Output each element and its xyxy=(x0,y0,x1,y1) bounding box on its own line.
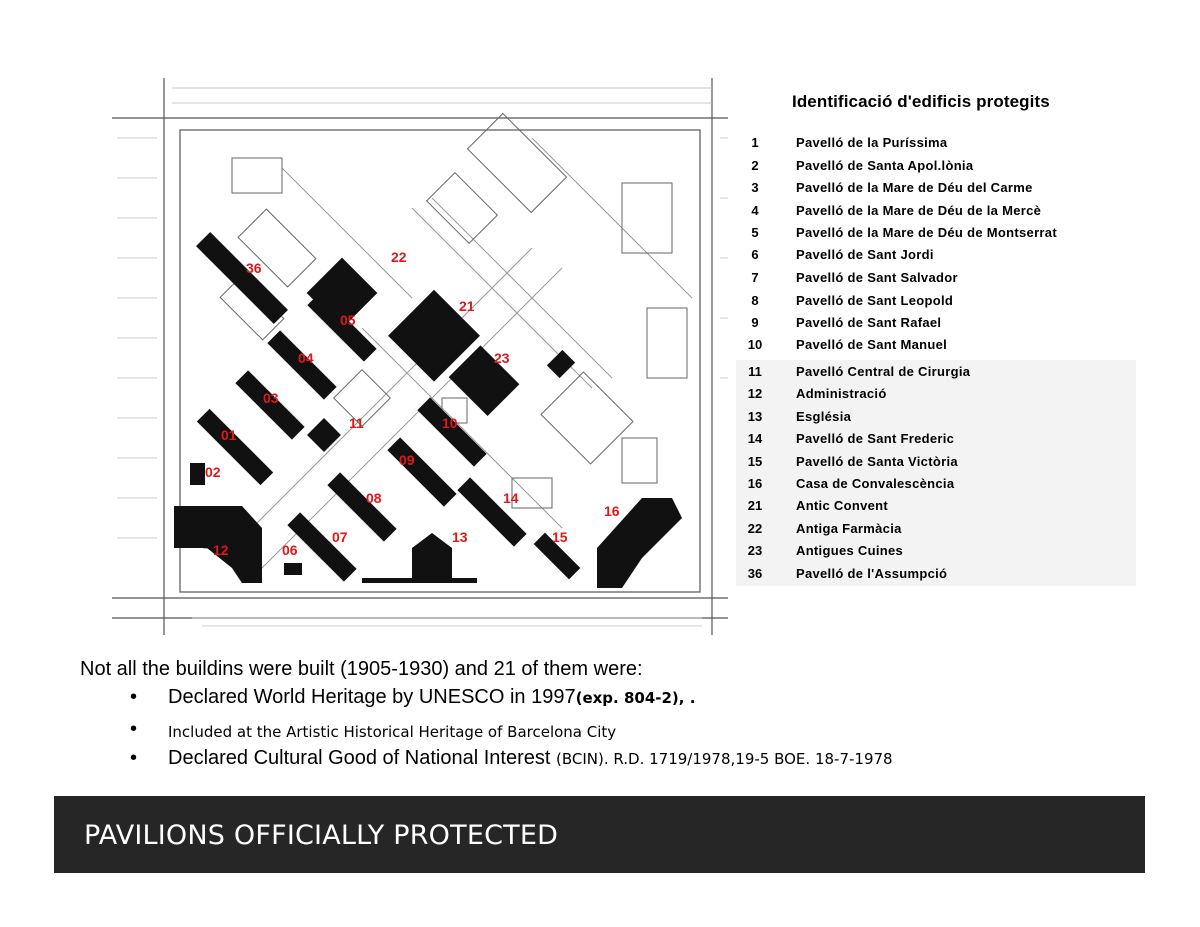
map-label-02: 02 xyxy=(205,464,221,480)
legend-building-name: Pavelló de Sant Rafael xyxy=(796,315,942,330)
legend-number: 5 xyxy=(751,225,759,240)
legend-building-name: Pavelló de la Puríssima xyxy=(796,135,948,150)
legend-building-name: Pavelló de Sant Jordi xyxy=(796,247,934,262)
legend-row xyxy=(736,293,1136,313)
map-label-09: 09 xyxy=(399,452,415,468)
legend-row xyxy=(736,247,1136,267)
legend-row xyxy=(736,270,1136,290)
legend-title: Identificació d'edificis protegits xyxy=(792,92,1050,111)
legend-row xyxy=(736,158,1136,178)
site-plan-drawing xyxy=(112,78,728,635)
legend-number: 11 xyxy=(748,364,762,379)
map-label-15: 15 xyxy=(552,529,568,545)
legend-row xyxy=(736,225,1136,245)
legend-number: 14 xyxy=(747,431,763,446)
legend-number: 2 xyxy=(751,158,759,173)
intro-sentence: Not all the buildins were built (1905-1930) and 21 of them were: xyxy=(80,658,643,680)
legend-row xyxy=(736,454,1136,474)
legend-row xyxy=(736,543,1136,563)
map-label-21: 21 xyxy=(459,298,475,314)
bullet-marker: • xyxy=(130,686,138,708)
legend-building-name: Pavelló de Santa Apol.lònia xyxy=(796,158,974,173)
map-label-36: 36 xyxy=(246,260,262,276)
legend-number: 36 xyxy=(747,566,763,581)
legend-number: 22 xyxy=(747,521,763,536)
legend-number: 1 xyxy=(751,135,759,150)
legend-row xyxy=(736,431,1136,451)
legend-building-name: Pavelló de Sant Frederic xyxy=(796,431,955,446)
map-label-14: 14 xyxy=(503,490,519,506)
legend-row xyxy=(736,315,1136,335)
legend-row xyxy=(736,386,1136,406)
bullet-marker: • xyxy=(130,718,138,740)
building-legend xyxy=(736,88,1136,586)
legend-building-name: Pavelló de la Mare de Déu de la Mercè xyxy=(796,203,1042,218)
legend-building-name: Pavelló de Sant Leopold xyxy=(796,293,954,308)
bullet-tail-text: (exp. 804-2), . xyxy=(575,689,696,707)
legend-number: 13 xyxy=(747,409,763,424)
legend-building-name: Administració xyxy=(796,386,887,401)
legend-building-name: Pavelló de la Mare de Déu de Montserrat xyxy=(796,225,1057,240)
map-label-11: 11 xyxy=(349,415,364,431)
title-banner xyxy=(54,796,1145,873)
bullet-tail-text: (BCIN). R.D. 1719/1978,19-5 BOE. 18-7-1978 xyxy=(555,750,893,768)
legend-building-name: Pavelló de Sant Manuel xyxy=(796,337,948,352)
map-label-04: 04 xyxy=(298,350,314,366)
map-label-01: 01 xyxy=(221,427,237,443)
map-label-23: 23 xyxy=(494,350,510,366)
legend-number: 12 xyxy=(747,386,763,401)
legend-building-name: Pavelló de Santa Victòria xyxy=(796,454,958,469)
map-label-03: 03 xyxy=(263,390,279,406)
legend-number: 10 xyxy=(747,337,763,352)
legend-row xyxy=(736,409,1136,429)
map-label-22: 22 xyxy=(391,249,407,265)
legend-number: 16 xyxy=(747,476,763,491)
legend-row xyxy=(736,180,1136,200)
legend-building-name: Pavelló Central de Cirurgia xyxy=(796,364,971,379)
legend-row xyxy=(736,476,1136,496)
map-label-07: 07 xyxy=(332,529,348,545)
legend-building-name: Pavelló de l'Assumpció xyxy=(796,566,948,581)
legend-row xyxy=(736,566,1136,586)
legend-number: 6 xyxy=(751,247,759,262)
map-label-05: 05 xyxy=(340,312,356,328)
legend-number: 4 xyxy=(751,203,759,218)
legend-row xyxy=(736,521,1136,541)
bullet-tail-text: Included at the Artistic Historical Heritage of Barcelona City xyxy=(168,723,617,741)
legend-building-name: Antiga Farmàcia xyxy=(796,521,902,536)
map-label-10: 10 xyxy=(442,415,458,431)
map-label-16: 16 xyxy=(604,503,620,519)
legend-number: 8 xyxy=(751,293,759,308)
bullet-marker: • xyxy=(130,747,138,769)
map-label-06: 06 xyxy=(282,542,298,558)
map-label-13: 13 xyxy=(452,529,468,545)
legend-number: 15 xyxy=(747,454,763,469)
map-label-12: 12 xyxy=(213,542,229,558)
legend-building-name: Pavelló de la Mare de Déu del Carme xyxy=(796,180,1033,195)
legend-number: 21 xyxy=(747,498,763,513)
legend-building-name: Casa de Convalescència xyxy=(796,476,955,491)
banner-title: PAVILIONS OFFICIALLY PROTECTED xyxy=(84,820,559,851)
hospital-site-plan xyxy=(112,78,728,635)
legend-row xyxy=(736,203,1136,223)
legend-building-name: Església xyxy=(796,409,852,424)
legend-building-name: Pavelló de Sant Salvador xyxy=(796,270,958,285)
legend-row xyxy=(736,364,1136,384)
map-label-08: 08 xyxy=(366,490,382,506)
legend-number: 9 xyxy=(751,315,759,330)
bullet-main-text: Declared Cultural Good of National Interest xyxy=(168,747,556,769)
legend-row xyxy=(736,337,1136,357)
legend-row xyxy=(736,498,1136,518)
legend-number: 3 xyxy=(751,180,759,195)
legend-number: 23 xyxy=(747,543,763,558)
legend-row xyxy=(736,135,1136,155)
legend-building-name: Antic Convent xyxy=(796,498,889,513)
legend-building-name: Antigues Cuines xyxy=(796,543,904,558)
legend-number: 7 xyxy=(751,270,759,285)
bullet-main-text: Declared World Heritage by UNESCO in 1997 xyxy=(168,686,576,708)
